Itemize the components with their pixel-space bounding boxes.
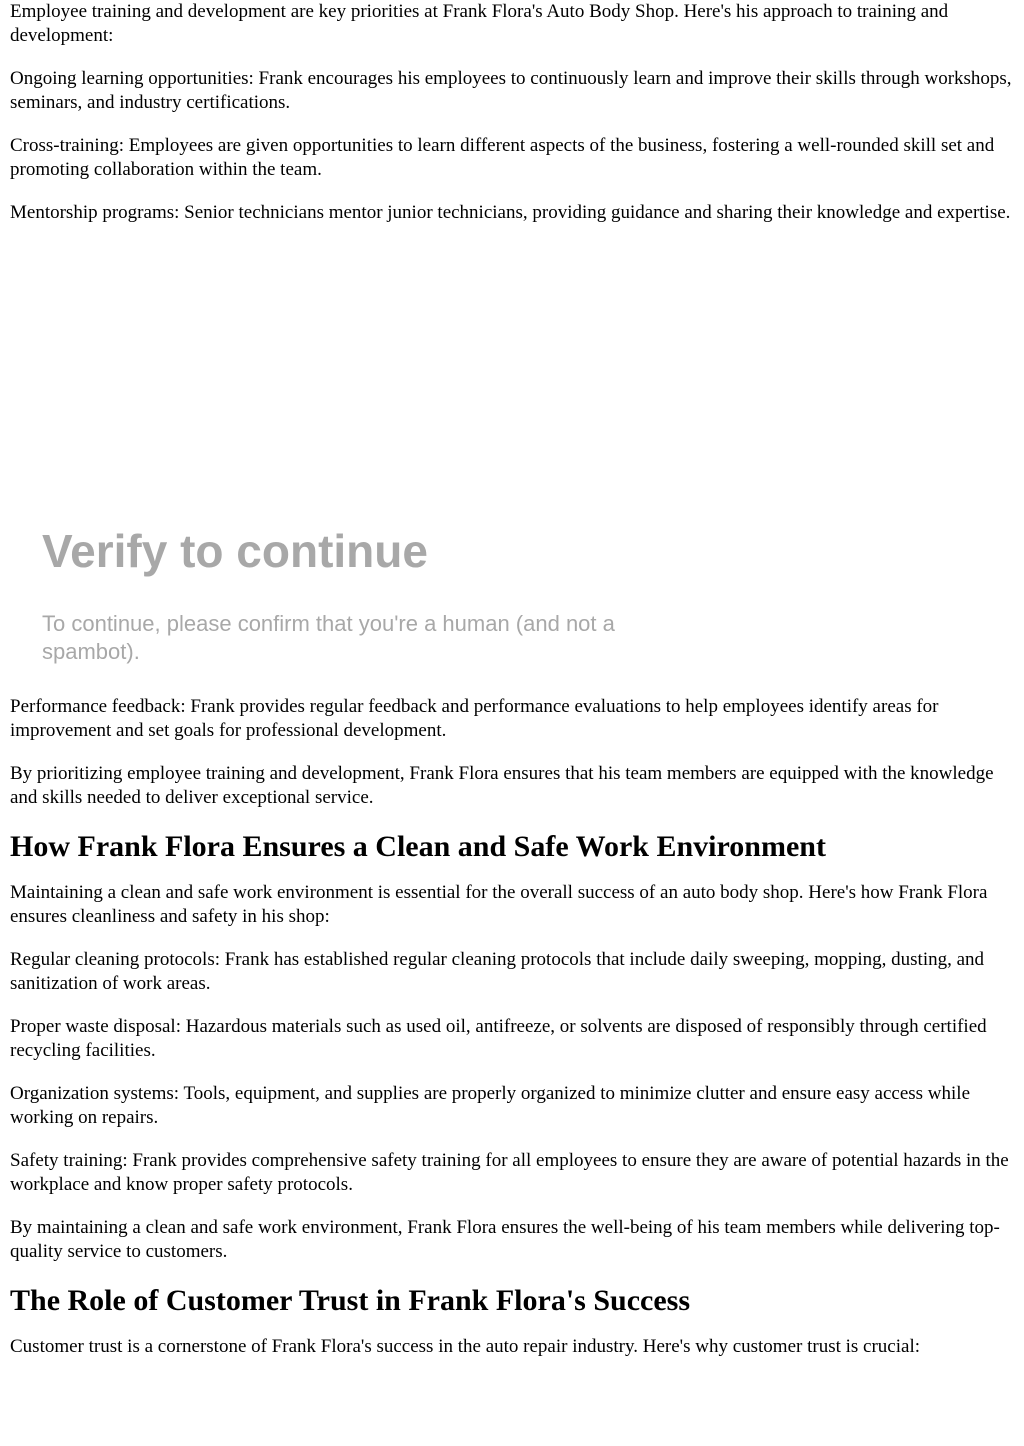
organization-systems-paragraph: Organization systems: Tools, equipment, and supplies are properly organized to minimize clutter and ensure easy access while working on repairs. — [10, 1083, 971, 1128]
article-top — [10, 0, 1016, 245]
intro-paragraph: Employee training and development are key priorities at Frank Flora's Auto Body Shop. Here's his approach to training and development: — [10, 1, 949, 46]
verify-text: To continue, please confirm that you're a human (and not a spambot). — [42, 611, 615, 664]
training-summary-paragraph: By prioritizing employee training and development, Frank Flora ensures that his team members are equipped with the knowledge and skills needed to deliver exceptional service. — [10, 763, 994, 808]
cleaning-protocols-paragraph: Regular cleaning protocols: Frank has established regular cleaning protocols that include daily sweeping, mopping, dusting, and sanitization of work areas. — [10, 949, 985, 994]
safety-training-paragraph: Safety training: Frank provides comprehensive safety training for all employees to ensure they are aware of potential hazards in the workplace and know proper safety protocols. — [10, 1150, 1009, 1195]
mentorship-paragraph: Mentorship programs: Senior technicians mentor junior technicians, providing guidance and sharing their knowledge and expertise. — [10, 202, 1011, 223]
clean-safe-summary-paragraph: By maintaining a clean and safe work environment, Frank Flora ensures the well-being of his team members while delivering top-quality service to customers. — [10, 1217, 1000, 1262]
ongoing-learning-paragraph: Ongoing learning opportunities: Frank encourages his employees to continuously learn and improve their skills through workshops, seminars, and industry certifications. — [10, 68, 1012, 113]
clean-safe-heading: How Frank Flora Ensures a Clean and Safe Work Environment — [10, 830, 826, 863]
cross-training-paragraph: Cross-training: Employees are given opportunities to learn different aspects of the business, fostering a well-rounded skill set and promoting collaboration within the team. — [10, 135, 995, 180]
performance-feedback-paragraph: Performance feedback: Frank provides regular feedback and performance evaluations to help employees identify areas for improvement and set goals for professional development. — [10, 696, 939, 741]
waste-disposal-paragraph: Proper waste disposal: Hazardous materials such as used oil, antifreeze, or solvents are disposed of responsibly through certified recycling facilities. — [10, 1016, 987, 1061]
customer-trust-heading: The Role of Customer Trust in Frank Flora's Success — [10, 1284, 690, 1317]
verify-title: Verify to continue — [42, 525, 428, 577]
article-bottom — [10, 695, 1016, 1379]
clean-safe-intro-paragraph: Maintaining a clean and safe work environment is essential for the overall success of an auto body shop. Here's how Frank Flora ensures cleanliness and safety in his shop: — [10, 882, 988, 927]
verify-overlay — [42, 522, 682, 666]
customer-trust-intro-paragraph: Customer trust is a cornerstone of Frank Flora's success in the auto repair industry. Here's why customer trust is crucial: — [10, 1336, 921, 1357]
